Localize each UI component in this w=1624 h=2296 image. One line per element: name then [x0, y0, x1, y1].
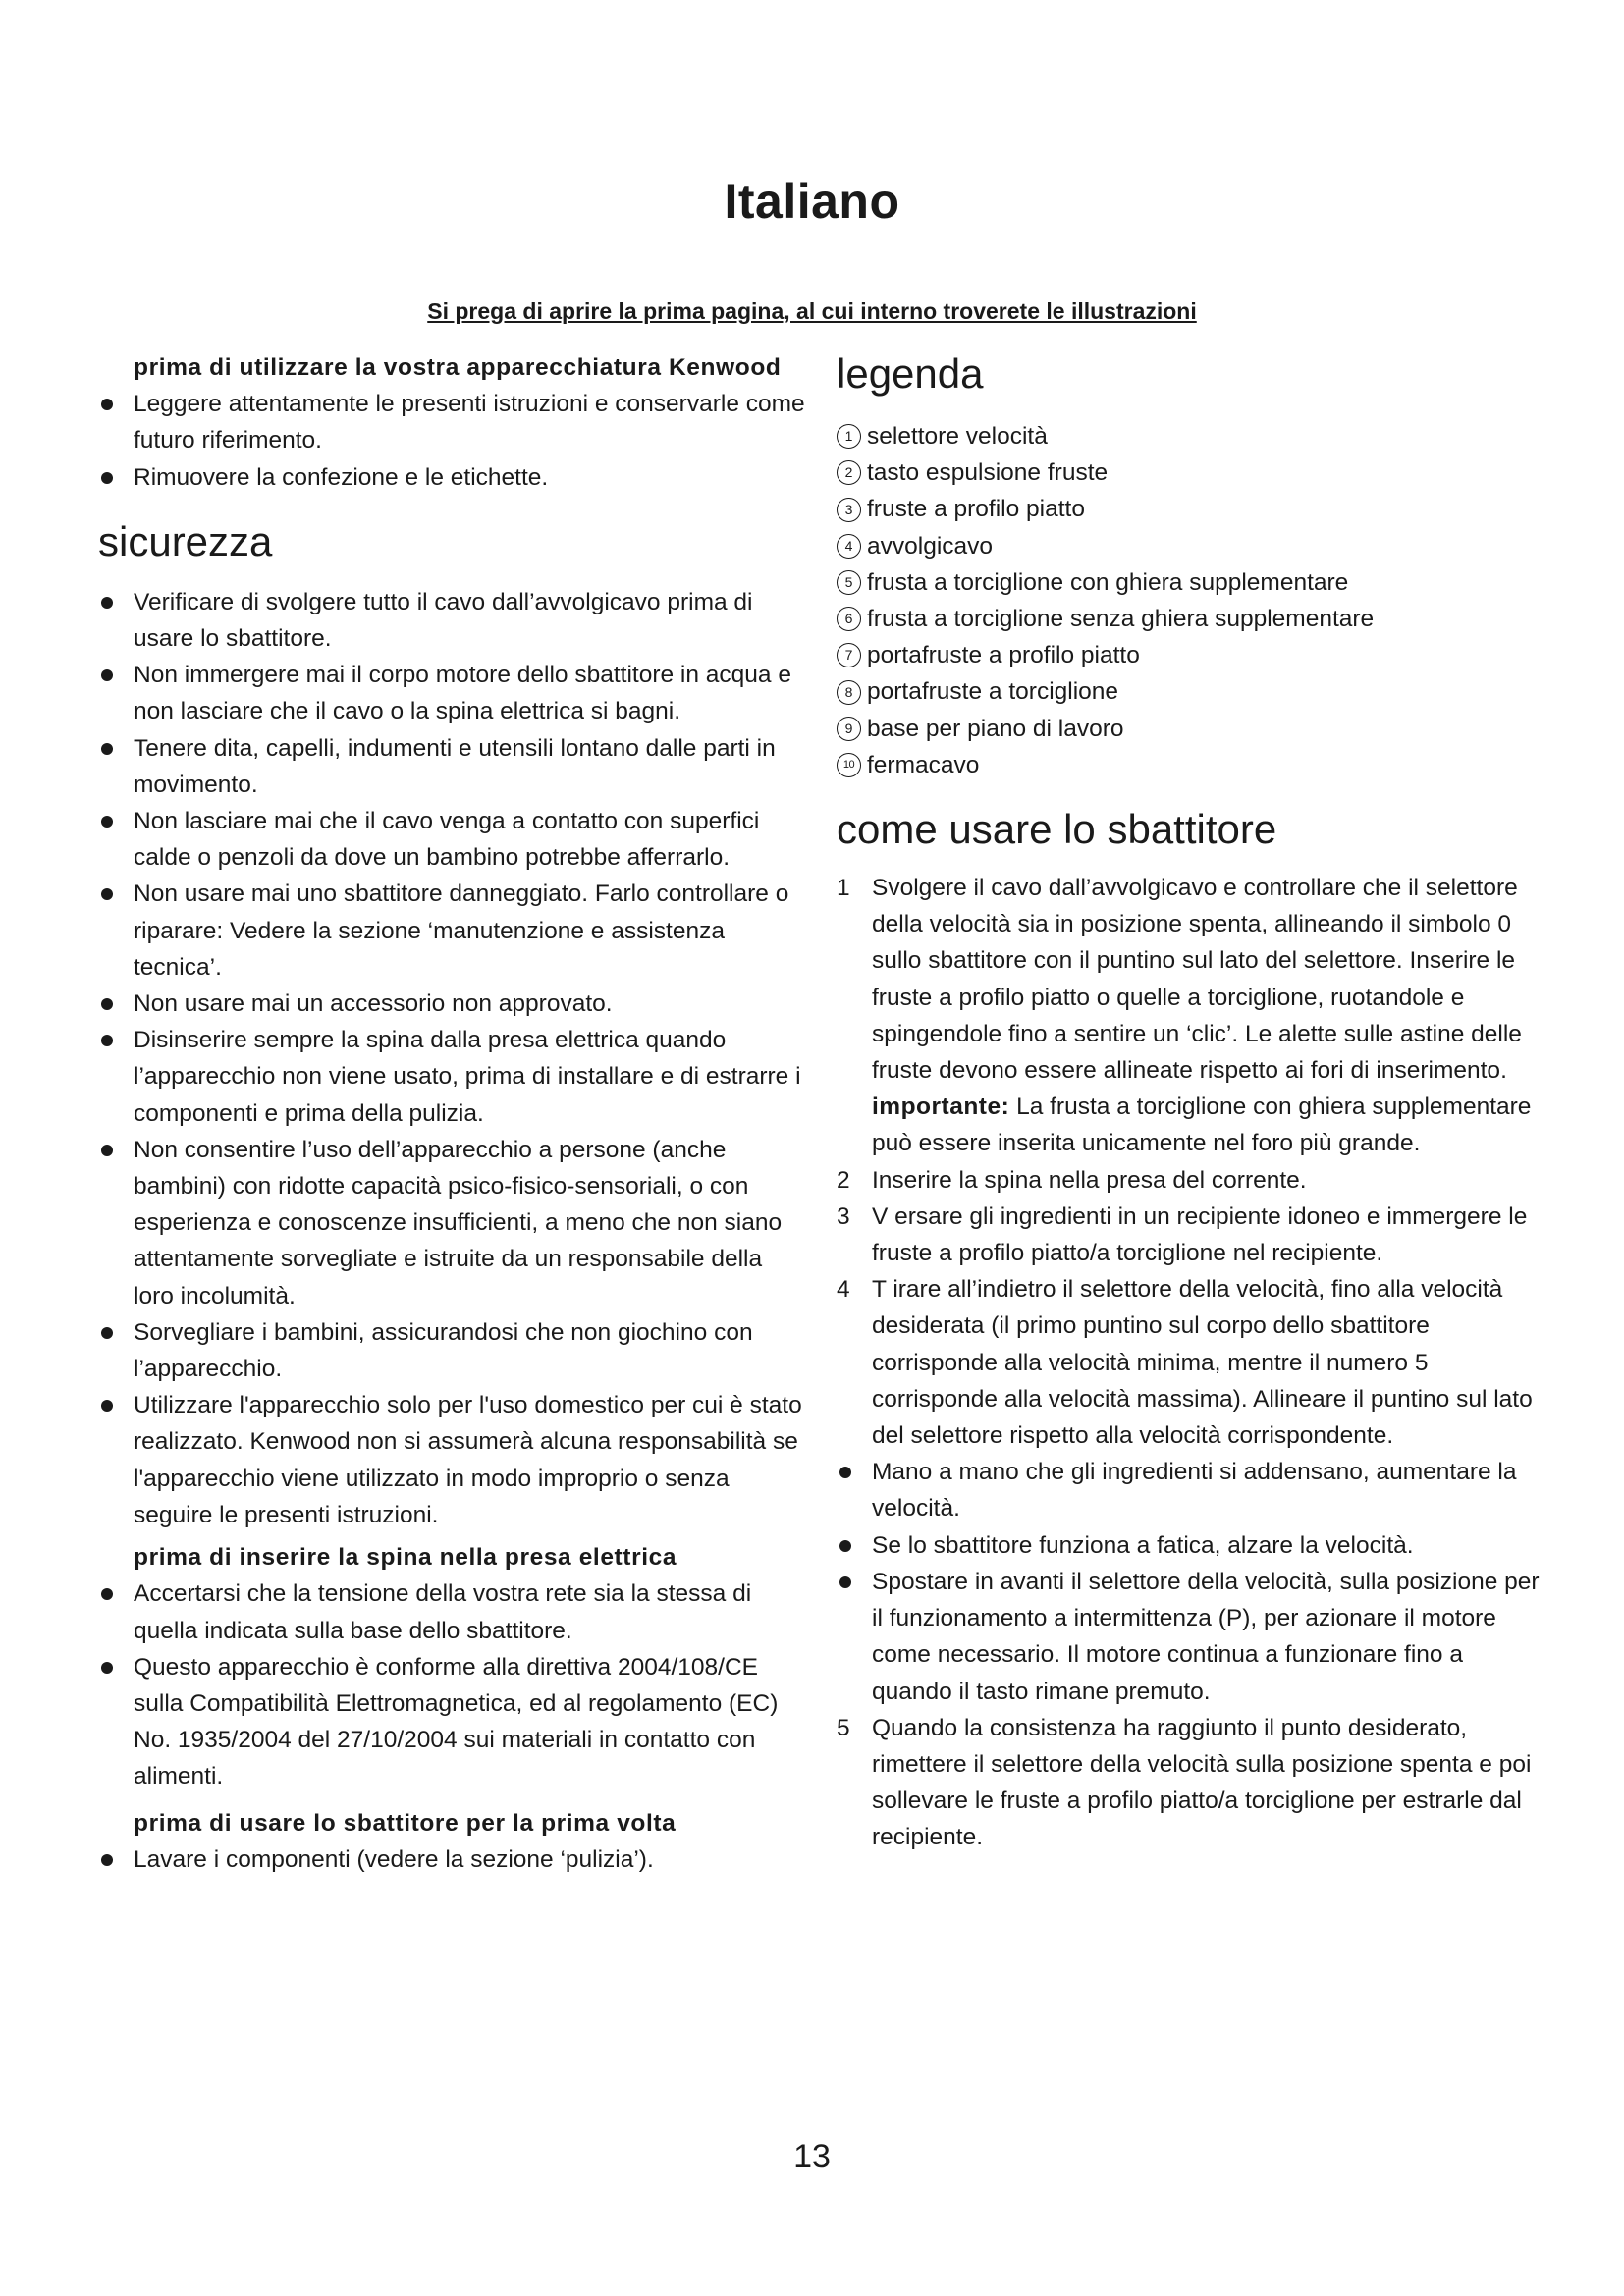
- legend-item: [837, 418, 1543, 454]
- legend-label: fermacavo: [867, 751, 980, 778]
- step-number: 3: [837, 1202, 850, 1230]
- legend-item: [837, 637, 1543, 673]
- safety-heading: sicurezza: [98, 517, 273, 564]
- legend-item: [837, 673, 1543, 710]
- step-number: 2: [837, 1166, 850, 1194]
- legend-number-badge: 8: [837, 680, 861, 705]
- step-item: [837, 1271, 1543, 1454]
- list-item: Leggere attentamente le presenti istruzioni e conservarle come futuro riferimento.: [98, 386, 805, 458]
- step-item: [837, 870, 1543, 1162]
- usage-heading: come usare lo sbattitore: [837, 806, 1277, 853]
- usage-bullets: [837, 1454, 1543, 1709]
- step-item: [837, 1710, 1543, 1856]
- important-label: importante:: [872, 1094, 1010, 1121]
- list-item: Accertarsi che la tensione della vostra rete sia la stessa di quella indicata sulla base dello sbattitore.: [98, 1575, 805, 1648]
- legend-item: [837, 711, 1543, 747]
- list-item: Disinserire sempre la spina dalla presa elettrica quando l’apparecchio non viene usato, prima di installare e di estrarre i componenti e prima della pulizia.: [98, 1022, 805, 1132]
- step-text: V ersare gli ingredienti in un recipiente idoneo e immergere le fruste a profilo piatto/a torciglione nel recipiente.: [872, 1202, 1528, 1267]
- legend-item: [837, 564, 1543, 601]
- page-title: Italiano: [724, 173, 900, 229]
- legend-list: [837, 418, 1543, 783]
- before-use-heading: prima di utilizzare la vostra apparecchiatura Kenwood: [134, 354, 782, 381]
- subtitle: Si prega di aprire la prima pagina, al cui interno troverete le illustrazioni: [427, 298, 1197, 324]
- list-item: Questo apparecchio è conforme alla direttiva 2004/108/CE sulla Compatibilità Elettromagnetica, ed al regolamento (EC) No. 1935/2004 del 27/10/2004 sui materiali in contatto con alimenti.: [98, 1649, 805, 1795]
- list-item: Non lasciare mai che il cavo venga a contatto con superfici calde o penzoli da dove un bambino potrebbe afferrarlo.: [98, 803, 805, 876]
- legend-number-badge: 2: [837, 460, 861, 485]
- safety-list: [98, 584, 805, 1533]
- usage-steps-b: [837, 1710, 1543, 1856]
- step-text: Svolgere il cavo dall’avvolgicavo e controllare che il selettore della velocità sia in posizione spenta, allineando il simbolo 0 sullo sbattitore con il puntino sul lato del selettore. Inserire le fruste a profilo piatto o quelle a torciglione, ruotandole e spingendole fino a sentire un ‘clic’. Le alette sulle astine delle fruste devono essere allineate rispetto ai fori di inserimento.: [872, 875, 1522, 1085]
- list-item: Verificare di svolgere tutto il cavo dall’avvolgicavo prima di usare lo sbattitore.: [98, 584, 805, 657]
- first-use-list: [98, 1842, 805, 1878]
- left-column: [98, 349, 805, 1878]
- right-column: [837, 349, 1543, 1856]
- step-item: [837, 1199, 1543, 1271]
- list-item: Lavare i componenti (vedere la sezione ‘pulizia’).: [98, 1842, 805, 1878]
- step-number: 1: [837, 875, 850, 902]
- before-plug-heading: prima di inserire la spina nella presa elettrica: [134, 1544, 677, 1572]
- list-item: Tenere dita, capelli, indumenti e utensili lontano dalle parti in movimento.: [98, 730, 805, 803]
- legend-label: tasto espulsione fruste: [867, 459, 1109, 487]
- list-item: Spostare in avanti il selettore della velocità, sulla posizione per il funzionamento a intermittenza (P), per azionare il motore come necessario. Il motore continua a funzionare fino a quando il tasto rimane premuto.: [837, 1564, 1543, 1710]
- step-item: [837, 1162, 1543, 1199]
- list-item: Non consentire l’uso dell’apparecchio a persone (anche bambini) con ridotte capacità psico-fisico-sensoriali, o con esperienza e conoscenze insufficienti, a meno che non siano attentamente sorvegliate e istruite da un responsabile della loro incolumità.: [98, 1132, 805, 1314]
- usage-steps-a: [837, 870, 1543, 1454]
- legend-label: portafruste a torciglione: [867, 678, 1119, 706]
- legend-number-badge: 9: [837, 717, 861, 741]
- step-text: T irare all’indietro il selettore della velocità, fino alla velocità desiderata (il primo puntino sul corpo dello sbattitore corrisponde alla velocità minima, mentre il numero 5 corrisponde alla velocità massima). Allineare il puntino sul lato del selettore rispetto alla velocità corrispondente.: [872, 1276, 1533, 1450]
- legend-item: [837, 747, 1543, 783]
- legend-label: fruste a profilo piatto: [867, 496, 1085, 523]
- step-number: 5: [837, 1714, 850, 1741]
- legend-label: portafruste a profilo piatto: [867, 642, 1140, 669]
- legend-number-badge: 6: [837, 607, 861, 631]
- legend-number-badge: 5: [837, 570, 861, 595]
- page-number: 13: [793, 2138, 831, 2175]
- list-item: Se lo sbattitore funziona a fatica, alzare la velocità.: [837, 1527, 1543, 1564]
- legend-label: avvolgicavo: [867, 532, 994, 560]
- list-item: Rimuovere la confezione e le etichette.: [98, 459, 805, 496]
- legend-item: [837, 454, 1543, 491]
- legend-number-badge: 4: [837, 534, 861, 559]
- legend-label: base per piano di lavoro: [867, 715, 1124, 742]
- list-item: Sorvegliare i bambini, assicurandosi che non giochino con l’apparecchio.: [98, 1314, 805, 1387]
- legend-label: selettore velocità: [867, 423, 1048, 450]
- before-use-list: [98, 386, 805, 496]
- step-number: 4: [837, 1276, 850, 1304]
- list-item: Mano a mano che gli ingredienti si addensano, aumentare la velocità.: [837, 1454, 1543, 1526]
- list-item: Non immergere mai il corpo motore dello sbattitore in acqua e non lasciare che il cavo o la spina elettrica si bagni.: [98, 657, 805, 729]
- legend-label: frusta a torciglione senza ghiera supplementare: [867, 606, 1375, 633]
- important-text: La frusta a torciglione con ghiera supplementare può essere inserita unicamente nel foro più grande.: [872, 1094, 1532, 1157]
- legend-item: [837, 601, 1543, 637]
- legend-label: frusta a torciglione con ghiera supplementare: [867, 568, 1349, 596]
- legend-number-badge: 7: [837, 643, 861, 667]
- legend-item: [837, 528, 1543, 564]
- legend-number-badge: 3: [837, 498, 861, 522]
- list-item: Non usare mai uno sbattitore danneggiato. Farlo controllare o riparare: Vedere la sezione ‘manutenzione e assistenza tecnica’.: [98, 876, 805, 986]
- step-text: Quando la consistenza ha raggiunto il punto desiderato, rimettere il selettore della velocità sulla posizione spenta e poi sollevare le fruste a profilo piatto/a torciglione per estrarle dal recipiente.: [872, 1714, 1532, 1851]
- legend-heading: legenda: [837, 350, 984, 397]
- step-text: Inserire la spina nella presa del corrente.: [872, 1166, 1307, 1194]
- legend-item: [837, 491, 1543, 527]
- legend-number-badge: 10: [837, 753, 861, 777]
- list-item: Non usare mai un accessorio non approvato.: [98, 986, 805, 1022]
- legend-number-badge: 1: [837, 424, 861, 449]
- list-item: Utilizzare l'apparecchio solo per l'uso domestico per cui è stato realizzato. Kenwood non si assumerà alcuna responsabilità se l'apparecchio viene utilizzato in modo improprio o senza seguire le presenti istruzioni.: [98, 1387, 805, 1533]
- first-use-heading: prima di usare lo sbattitore per la prima volta: [134, 1809, 677, 1837]
- before-plug-list: [98, 1575, 805, 1794]
